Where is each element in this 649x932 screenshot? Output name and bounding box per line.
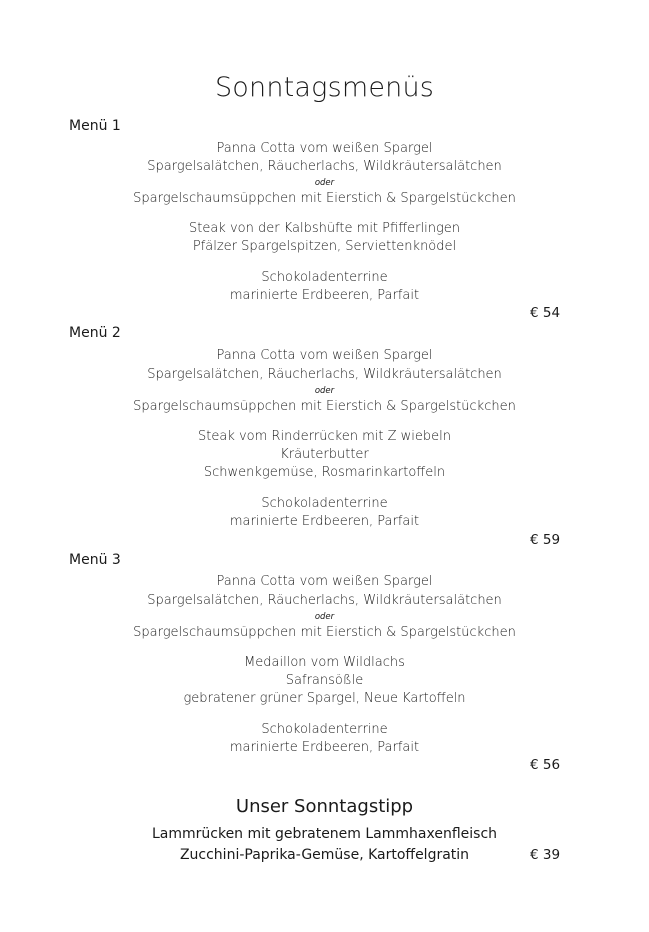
tipp-title: Unser Sonntagstipp [235, 796, 414, 817]
menu-line: Panna Cotta vom weißen Spargel [216, 348, 433, 363]
menu-line: Panna Cotta vom weißen Spargel [216, 574, 433, 589]
tipp-line: Zucchini-Paprika-Gemüse, Kartoffelgratin [179, 847, 470, 863]
menu-line: gebratener grüner Spargel, Neue Kartoffeln [183, 691, 466, 706]
menu-line: Spargelsalätchen, Räucherlachs, Wildkräutersalätchen [147, 159, 502, 174]
menu-line: Pfälzer Spargelspitzen, Serviettenknödel [192, 239, 457, 254]
menu-line: marinierte Erdbeeren, Parfait [229, 288, 420, 303]
menu-line: Schokoladenterrine [261, 496, 388, 511]
menu-line: Medaillon vom Wildlachs [244, 655, 405, 670]
menu-line: Panna Cotta vom weißen Spargel [216, 141, 433, 156]
menu-price: € 59 [530, 532, 561, 548]
menu-line: Schokoladenterrine [261, 722, 388, 737]
menu-line: Schwenkgemüse, Rosmarinkartoffeln [203, 465, 446, 480]
menu-line: marinierte Erdbeeren, Parfait [229, 514, 420, 529]
menu-line: Spargelschaumsüppchen mit Eierstich & Spargelstückchen [133, 625, 516, 640]
menu-line: Safransößle [285, 673, 364, 688]
tipp-price: € 39 [530, 847, 561, 863]
menu-label: Menü 1 [69, 118, 121, 134]
menu-line: Steak vom Rinderrücken mit Z wiebeln [198, 429, 451, 444]
menu-line: Spargelsalätchen, Räucherlachs, Wildkräutersalätchen [147, 367, 502, 382]
menu-line: Spargelschaumsüppchen mit Eierstich & Spargelstückchen [133, 399, 516, 414]
menu-price: € 56 [530, 757, 561, 773]
menu-line: Spargelschaumsüppchen mit Eierstich & Spargelstückchen [133, 191, 516, 206]
menu-line: marinierte Erdbeeren, Parfait [229, 740, 420, 755]
menu-line: Spargelsalätchen, Räucherlachs, Wildkräutersalätchen [147, 593, 502, 608]
page-title: Sonntagsmenüs [214, 72, 435, 103]
oder-text: oder [314, 612, 335, 622]
menu-line: Steak von der Kalbshüfte mit Pfifferlingen [188, 221, 460, 236]
menu-label: Menü 2 [69, 325, 121, 341]
oder-text: oder [314, 178, 335, 188]
oder-text: oder [314, 386, 335, 396]
menu-price: € 54 [530, 305, 561, 321]
menu-line: Schokoladenterrine [261, 270, 388, 285]
tipp-line: Lammrücken mit gebratenem Lammhaxenfleisch [151, 826, 498, 842]
menu-label: Menü 3 [69, 552, 121, 568]
menu-line: Kräuterbutter [280, 447, 369, 462]
